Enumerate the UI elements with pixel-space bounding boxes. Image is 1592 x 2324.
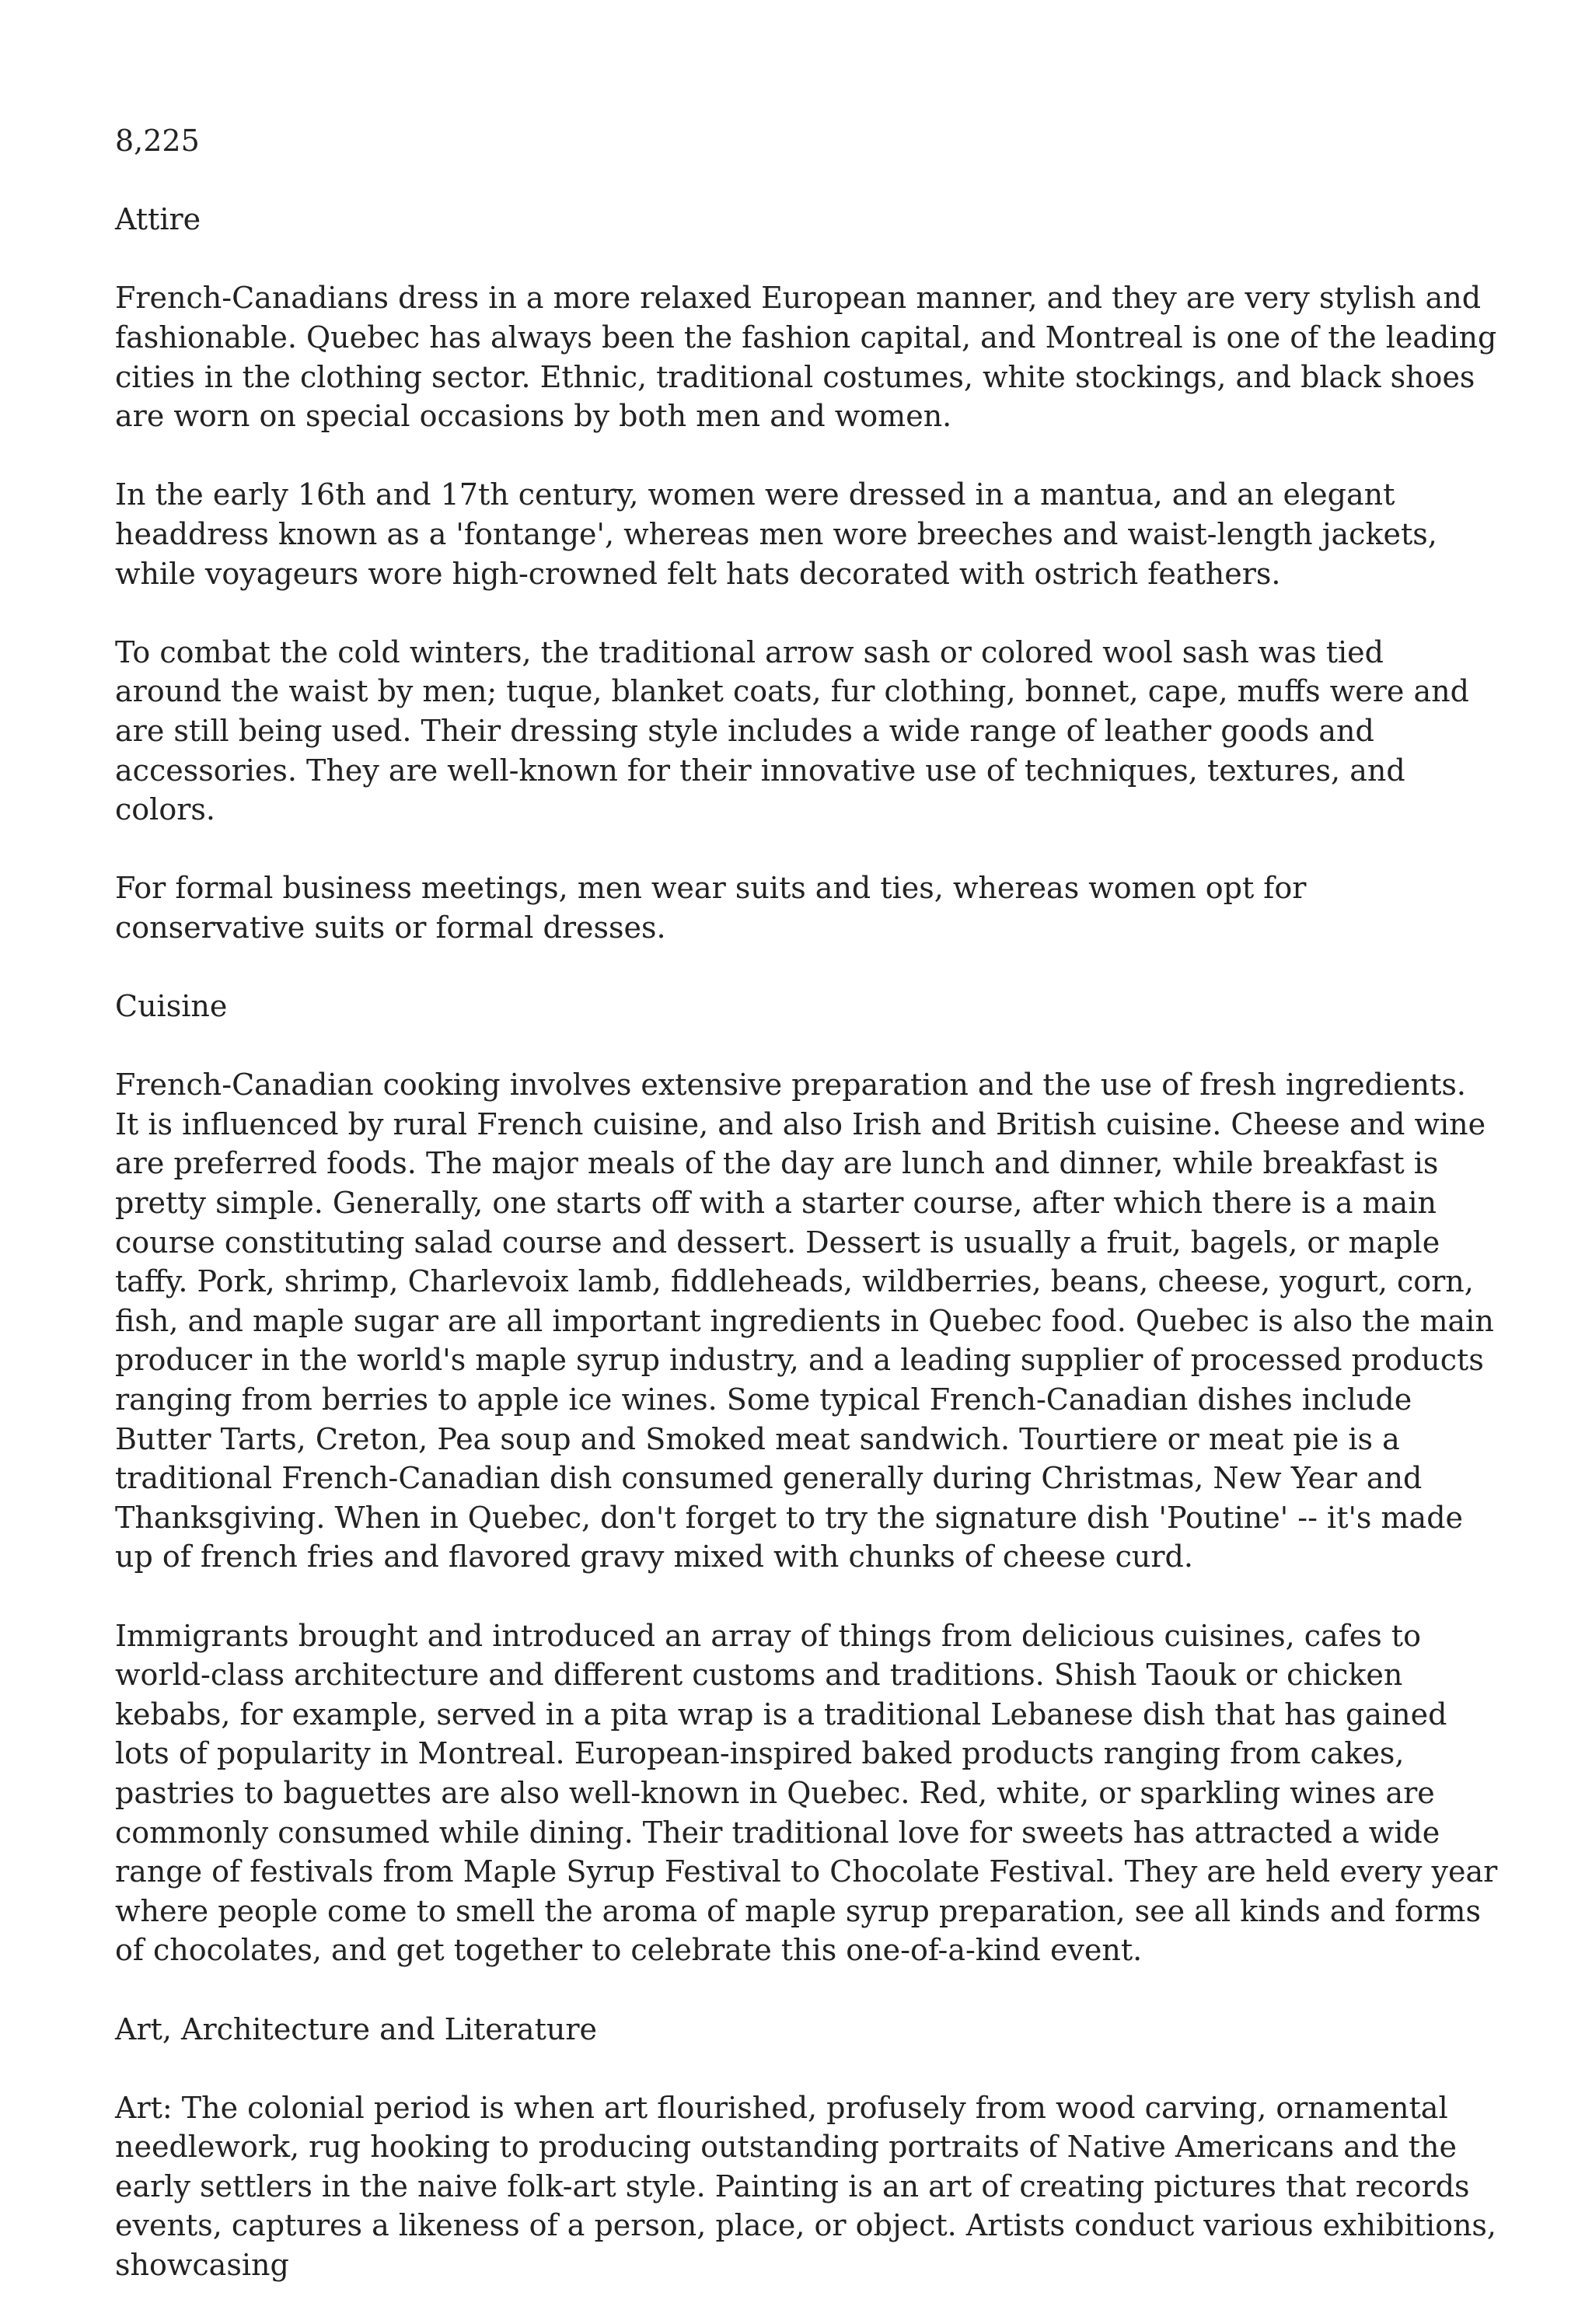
section-heading-cuisine: Cuisine bbox=[115, 989, 228, 1024]
section-heading-attire: Attire bbox=[115, 202, 201, 237]
art-paragraph: Art: The colonial period is when art flourished, profusely from wood carving, ornamental needlework, rug hooking to producing outstanding portraits of Native Americans and the early settlers in the naive folk-art style. Painting is an art of creating pictures that records events, captures a likeness of a person, place, or object. Artists conduct various exhibitions, showcasing bbox=[115, 2090, 1497, 2283]
attire-paragraph: French-Canadians dress in a more relaxed European manner, and they are very stylish and fashionable. Quebec has always been the fashion capital, and Montreal is one of the leading cities in the clothing sector. Ethnic, traditional costumes, white stockings, and black shoes are worn on special occasions by both men and women. bbox=[115, 281, 1497, 434]
document-page bbox=[115, 121, 1499, 2324]
number-line: 8,225 bbox=[115, 124, 200, 158]
attire-paragraph: To combat the cold winters, the traditional arrow sash or colored wool sash was tied around the waist by men; tuque, blanket coats, fur clothing, bonnet, cape, muffs were and are still being used. Their dressing style includes a wide range of leather goods and accessories. They are well-known for their innovative use of techniques, textures, and colors. bbox=[115, 634, 1469, 827]
cuisine-paragraph: French-Canadian cooking involves extensive preparation and the use of fresh ingredients. It is influenced by rural French cuisine, and also Irish and British cuisine. Cheese and wine are preferred foods. The major meals of the day are lunch and dinner, while breakfast is pretty simple. Generally, one starts off with a starter course, after which there is a main course constituting salad course and dessert. Dessert is usually a fruit, bagels, or maple taffy. Pork, shrimp, Charlevoix lamb, fiddleheads, wildberries, beans, cheese, yogurt, corn, fish, and maple sugar are all important ingredients in Quebec food. Quebec is also the main producer in the world's maple syrup industry, and a leading supplier of processed products ranging from berries to apple ice wines. Some typical French-Canadian dishes include Butter Tarts, Creton, Pea soup and Smoked meat sandwich. Tourtiere or meat pie is a traditional French-Canadian dish consumed generally during Christmas, New Year and Thanksgiving. When in Quebec, don't forget to try the signature dish 'Poutine' -- it's made up of french fries and flavored gravy mixed with chunks of cheese curd. bbox=[115, 1068, 1494, 1574]
section-heading-art: Art, Architecture and Literature bbox=[115, 2011, 597, 2046]
cuisine-paragraph: Immigrants brought and introduced an array of things from delicious cuisines, cafes to world-class architecture and different customs and traditions. Shish Taouk or chicken kebabs, for example, served in a pita wrap is a traditional Lebanese dish that has gained lots of popularity in Montreal. European-inspired baked products ranging from cakes, pastries to baguettes are also well-known in Quebec. Red, white, or sparkling wines are commonly consumed while dining. Their traditional love for sweets has attracted a wide range of festivals from Maple Syrup Festival to Chocolate Festival. They are held every year where people come to smell the aroma of maple syrup preparation, see all kinds and forms of chocolates, and get together to celebrate this one-of-a-kind event. bbox=[115, 1618, 1498, 1968]
attire-paragraph: For formal business meetings, men wear suits and ties, whereas women opt for conservative suits or formal dresses. bbox=[115, 871, 1307, 945]
attire-paragraph: In the early 16th and 17th century, women were dressed in a mantua, and an elegant headdress known as a 'fontange', whereas men wore breeches and waist-length jackets, while voyageurs wore high-crowned felt hats decorated with ostrich feathers. bbox=[115, 477, 1437, 591]
